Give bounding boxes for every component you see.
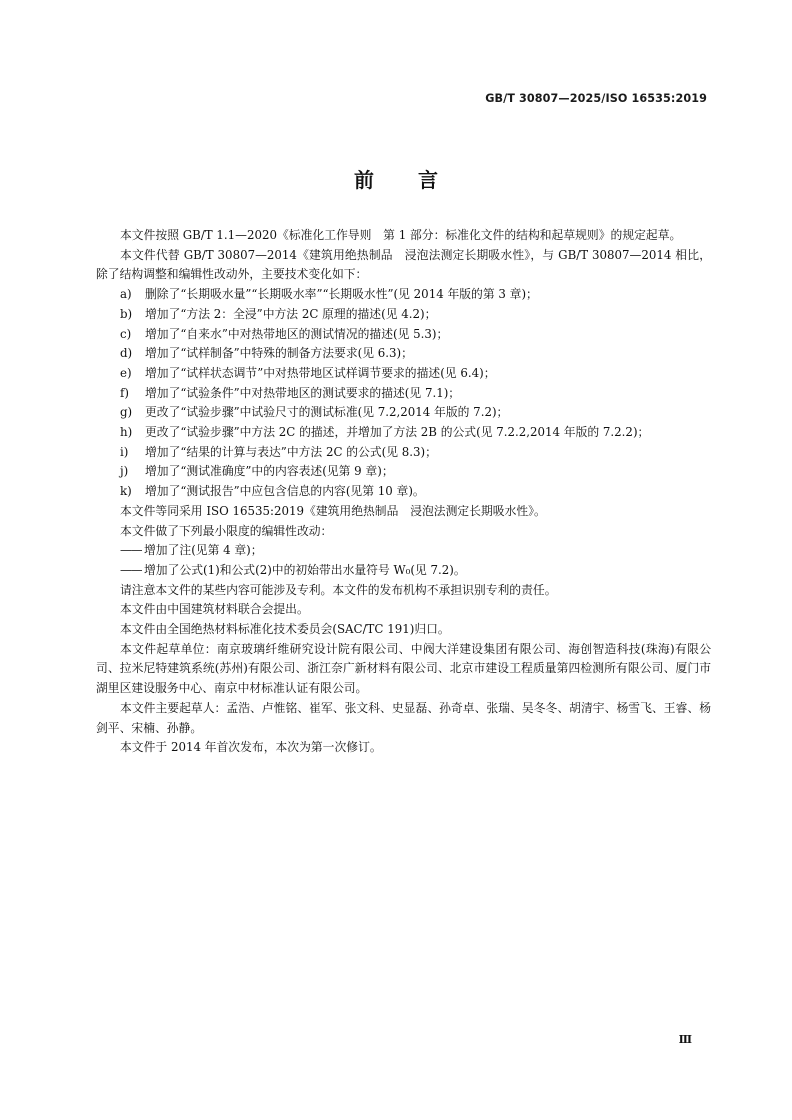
page-title: 前言 [354, 168, 482, 192]
list-item-text: 更改了“试验步骤”中试验尺寸的测试标准(见 7.2,2014 年版的 7.2)； [145, 405, 509, 420]
list-item [96, 423, 711, 443]
list-item [96, 403, 711, 423]
list-item [96, 305, 711, 325]
editorial-changes-list [96, 541, 711, 580]
list-item-text: 更改了“试验步骤”中方法 2C 的描述，并增加了方法 2B 的公式(见 7.2.2,2014 年版的 7.2.2)； [145, 425, 650, 440]
proposer-paragraph: 本文件由中国建筑材料联合会提出。 [120, 602, 309, 617]
list-marker: b) [120, 306, 133, 321]
dash-list-text: 增加了公式(1)和公式(2)中的初始带出水量符号 W₀(见 7.2)。 [144, 562, 466, 577]
publication-history: 本文件于 2014 年首次发布，本次为第一次修订。 [120, 740, 382, 755]
list-item [96, 285, 711, 305]
technical-changes-list [96, 285, 711, 502]
list-item [96, 384, 711, 404]
list-item-text: 增加了“自来水”中对热带地区的测试情况的描述(见 5.3)； [145, 326, 449, 341]
list-item-text: 增加了“结果的计算与表达”中方法 2C 的公式(见 8.3)； [145, 444, 437, 459]
list-item-text: 增加了“试样制备”中特殊的制备方法要求(见 6.3)； [145, 346, 413, 361]
list-item-text: 增加了“方法 2：全浸”中方法 2C 原理的描述(见 4.2)； [145, 306, 437, 321]
foreword-body [96, 226, 711, 758]
list-marker: h) [120, 425, 133, 440]
list-item [96, 482, 711, 502]
list-item-text: 删除了“长期吸水量”“长期吸水率”“长期吸水性”(见 2014 年版的第 3 章)； [145, 287, 538, 302]
list-marker: i) [120, 444, 129, 459]
list-item [96, 344, 711, 364]
list-item-text: 增加了“试样状态调节”中对热带地区试样调节要求的描述(见 6.4)； [145, 365, 496, 380]
replacement-paragraph: 本文件代替 GB/T 30807—2014《建筑用绝热制品 浸泡法测定长期吸水性》，与 GB/T 30807—2014 相比，除了结构调整和编辑性改动外，主要技术变化如下： [96, 247, 711, 282]
list-marker: j) [120, 464, 129, 479]
list-marker: a) [120, 287, 132, 302]
list-marker: g) [120, 405, 133, 420]
dash-list-text: 增加了注(见第 4 章)； [144, 543, 263, 558]
editorial-changes-intro: 本文件做了下列最小限度的编辑性改动： [120, 523, 333, 538]
list-item [96, 364, 711, 384]
list-marker: c) [120, 326, 132, 341]
drafting-basis-paragraph: 本文件按照 GB/T 1.1—2020《标准化工作导则 第 1 部分：标准化文件的结构和起草规则》的规定起草。 [120, 228, 682, 242]
adoption-paragraph: 本文件等同采用 ISO 16535:2019《建筑用绝热制品 浸泡法测定长期吸水性》。 [120, 503, 546, 518]
list-item [96, 325, 711, 345]
standard-code: GB/T 30807—2025/ISO 16535:2019 [485, 92, 707, 105]
main-drafters: 本文件主要起草人：孟浩、卢惟铭、崔军、张文科、史显磊、孙奇卓、张瑞、吴冬冬、胡清宇、杨雪飞、王睿、杨剑平、宋楠、孙静。 [96, 700, 711, 735]
list-item [96, 462, 711, 482]
dash-list-item [96, 541, 711, 561]
dash-list-item [96, 561, 711, 581]
committee-paragraph: 本文件由全国绝热材料标准化技术委员会(SAC/TC 191)归口。 [120, 622, 450, 637]
list-marker: k) [120, 484, 132, 499]
dash-marker: —— [120, 562, 142, 577]
list-item-text: 增加了“试验条件”中对热带地区的测试要求的描述(见 7.1)； [145, 385, 461, 400]
page-number: Ⅲ [678, 1033, 692, 1046]
patent-notice: 请注意本文件的某些内容可能涉及专利。本文件的发布机构不承担识别专利的责任。 [120, 582, 557, 597]
list-marker: e) [120, 365, 132, 380]
dash-marker: —— [120, 543, 142, 558]
list-marker: f) [120, 385, 129, 400]
drafting-organizations: 本文件起草单位：南京玻璃纤维研究设计院有限公司、中阀大洋建设集团有限公司、海创智造科技(珠海)有限公司、拉米尼特建筑系统(苏州)有限公司、浙江奈广新材料有限公司、北京市建设工程质量第四检测所有限公司、厦门市湖里区建设服务中心、南京中材标准认证有限公司。 [96, 641, 711, 696]
list-item [96, 443, 711, 463]
list-marker: d) [120, 346, 133, 361]
list-item-text: 增加了“测试准确度”中的内容表述(见第 9 章)； [145, 464, 394, 479]
list-item-text: 增加了“测试报告”中应包含信息的内容(见第 10 章)。 [145, 484, 425, 499]
